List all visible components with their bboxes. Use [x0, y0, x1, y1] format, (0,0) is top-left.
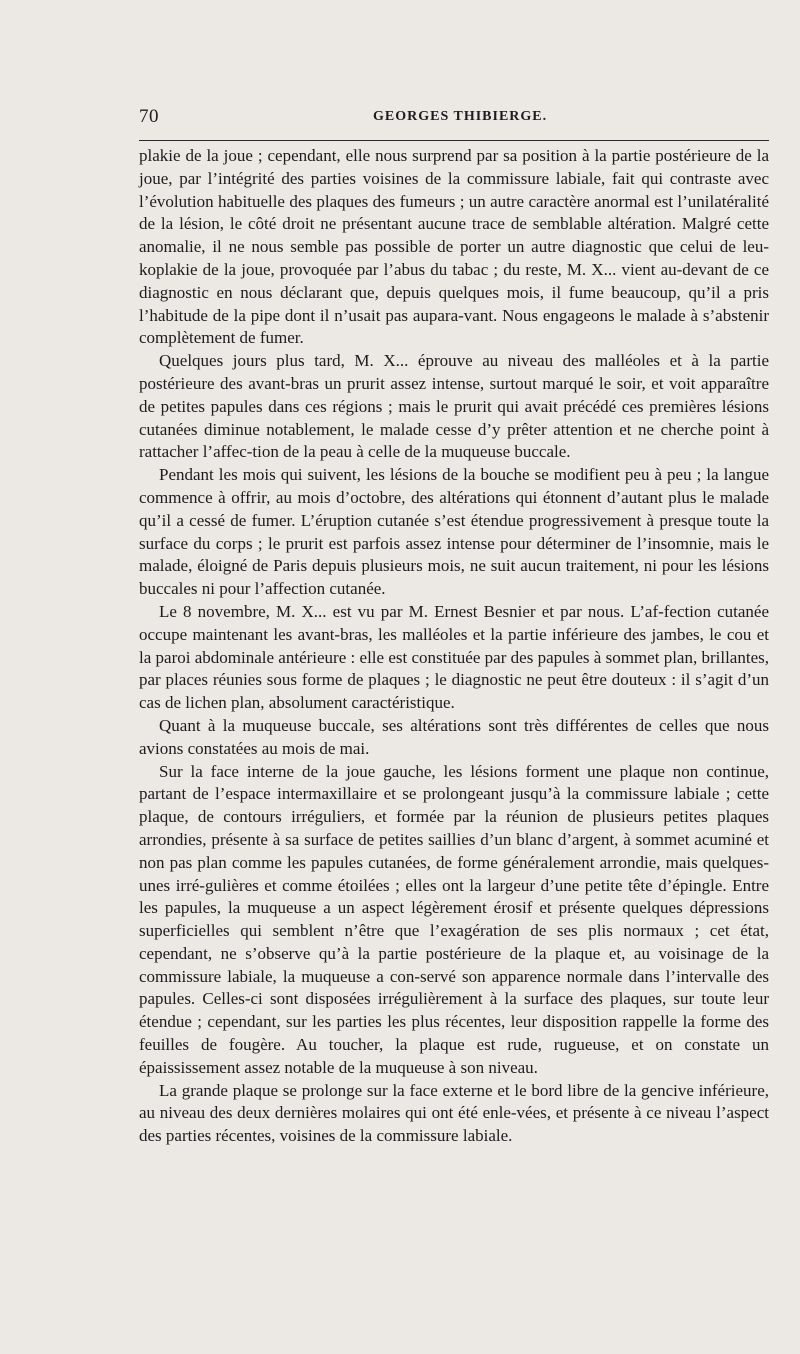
header-rule [139, 140, 769, 141]
paragraph: Quelques jours plus tard, M. X... éprouve au niveau des malléoles et à la partie postérieure des avant-bras un prurit assez intense, surtout marqué le soir, et voit apparaître de petites papules dans ces régions ; mais le prurit qui avait précédé ces premières lésions cutanées diminue notablement, le malade cesse d’y prêter attention et ne cherche point à rattacher l’affec-tion de la peau à celle de la muqueuse buccale. [139, 351, 769, 462]
paragraph: Le 8 novembre, M. X... est vu par M. Ernest Besnier et par nous. L’af-fection cutanée occupe maintenant les avant-bras, les malléoles et la partie inférieure des jambes, le cou et la paroi abdominale antérieure : elle est constituée par des papules à sommet plan, brillantes, par places réunies sous forme de plaques ; le diagnostic ne peut être douteux : il s’agit d’un cas de lichen plan, absolument caractéristique. [139, 601, 769, 713]
paragraph: La grande plaque se prolonge sur la face externe et le bord libre de la gencive inférieure, au niveau des deux dernières molaires qui ont été enle-vées, et présente à ce niveau l’aspect des parties récentes, voisines de la commissure labiale. [139, 1080, 769, 1146]
page-number: 70 [139, 106, 159, 127]
paragraph: Sur la face interne de la joue gauche, les lésions forment une plaque non continue, partant de l’espace intermaxillaire et se prolongeant jusqu’à la commissure labiale ; cette plaque, de contours irréguliers, et formée par la réunion de plusieurs petites plaques arrondies, présente à sa surface de petites saillies d’un blanc d’argent, à sommet acuminé et non pas plan comme les papules cutanées, de forme généralement arrondie, mais quelques-unes irré-gulières et comme étoilées ; elles ont la largeur d’une petite tête d’épingle. Entre les papules, la muqueuse a un aspect légèrement érosif et présente quelques dépressions superficielles qui semblent n’être que l’exagération de ses plis normaux ; cet état, cependant, ne s’observe qu’à la partie postérieure de la plaque et, au voisinage de la commissure labiale, la muqueuse a con-servé son apparence normale dans l’intervalle des papules. Celles-ci sont disposées irrégulièrement à la surface des plaques, sur toute leur étendue ; cependant, sur les parties les plus récentes, leur disposition rappelle la forme des feuilles de fougère. Au toucher, la plaque est rude, rugueuse, et on constate un épaississement assez notable de la muqueuse à son niveau. [139, 761, 769, 1077]
paragraph: Pendant les mois qui suivent, les lésions de la bouche se modifient peu à peu ; la langue commence à offrir, au mois d’octobre, des altérations qui étonnent d’autant plus le malade qu’il a cessé de fumer. L’éruption cutanée s’est étendue progressivement à presque toute la surface du corps ; le prurit est parfois assez intense pour déterminer de l’insomnie, mais le malade, éloigné de Paris depuis plusieurs mois, ne suit aucun traitement, ni pour les lésions buccales ni pour l’affection cutanée. [139, 465, 769, 599]
paragraph: plakie de la joue ; cependant, elle nous surprend par sa position à la partie postérieure de la joue, par l’intégrité des parties voisines de la commissure labiale, fait qui contraste avec l’évolution habituelle des plaques des fumeurs ; un autre caractère anormal est l’unilatéralité de la lésion, le côté droit ne présentant aucune trace de semblable altération. Malgré cette anomalie, il ne nous semble pas possible de porter un autre diagnostic que celui de leu-koplakie de la joue, provoquée par l’abus du tabac ; du reste, M. X... vient au-devant de ce diagnostic en nous déclarant que, depuis quelques mois, il fume beaucoup, qu’il a pris l’habitude de la pipe dont il n’usait pas aupara-vant. Nous engageons le malade à s’abstenir complètement de fumer. [139, 146, 769, 348]
body-text [139, 145, 769, 1148]
running-title: GEORGES THIBIERGE. [373, 109, 548, 124]
running-head [139, 106, 769, 130]
paragraph: Quant à la muqueuse buccale, ses altérations sont très différentes de celles que nous avions constatées au mois de mai. [139, 715, 769, 758]
